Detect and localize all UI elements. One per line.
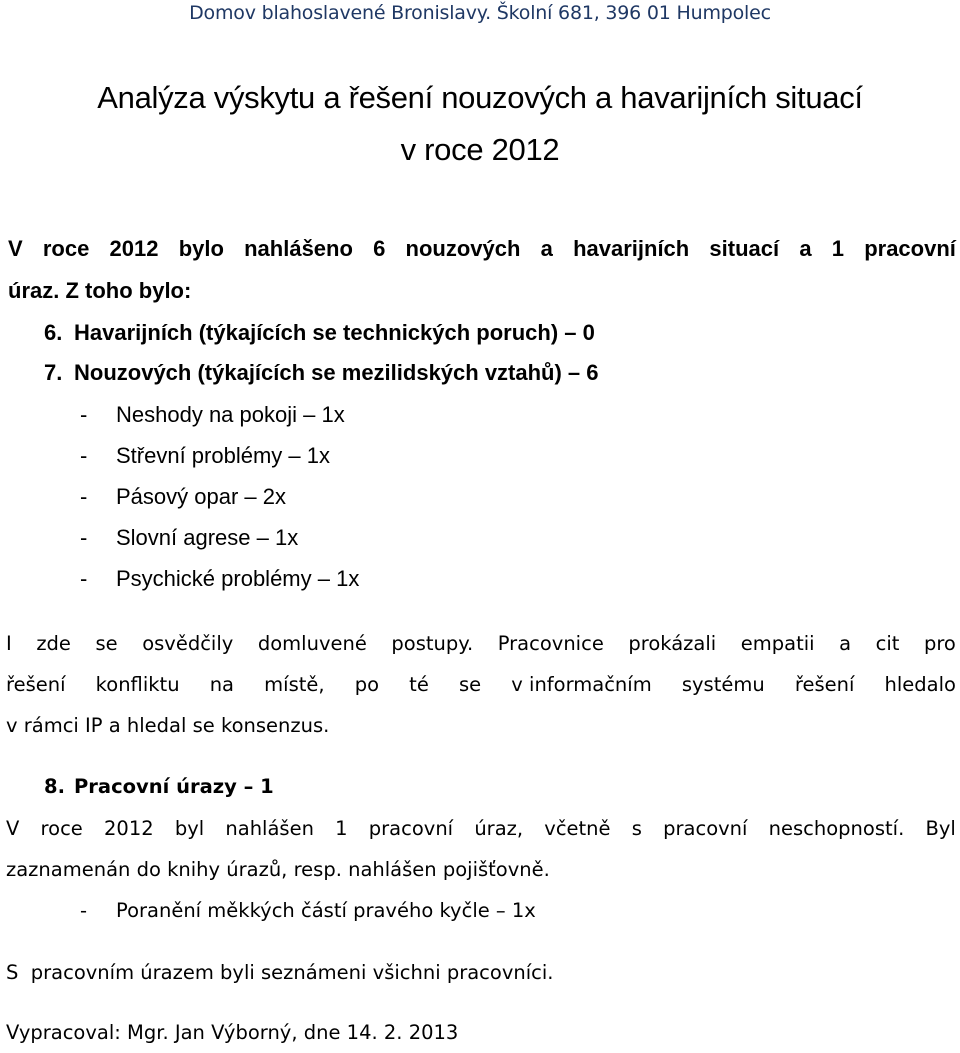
list-item-number: 8.	[44, 775, 65, 798]
document-header: Domov blahoslavené Bronislavy. Školní 681, 396 01 Humpolec	[189, 2, 771, 24]
intro-line-2: úraz. Z toho bylo:	[8, 278, 192, 303]
word: řešení	[6, 673, 66, 696]
word: roce	[40, 817, 83, 840]
word: domluvené	[257, 632, 367, 655]
word: včetně	[544, 817, 611, 840]
word: a	[540, 236, 553, 261]
word: 1	[335, 817, 348, 840]
word: pracovní	[368, 817, 454, 840]
para1-line-1	[6, 632, 956, 655]
document-title-line-2: v roce 2012	[400, 132, 560, 167]
para2-line-1	[6, 817, 956, 840]
word: 6	[373, 236, 386, 261]
injury-item: - Poranění měkkých částí pravého kyčle – 1x	[80, 899, 536, 922]
signature: Vypracoval: Mgr. Jan Výborný, dne 14. 2. 2013	[6, 1021, 459, 1044]
word: situací	[709, 236, 780, 261]
sub-item: - Pásový opar – 2x	[80, 484, 286, 509]
word: s	[631, 817, 642, 840]
word: bylo	[178, 236, 224, 261]
word: pracovní	[864, 236, 956, 261]
word: neschopností.	[768, 817, 905, 840]
word: prokázali	[628, 632, 717, 655]
sub-item: - Neshody na pokoji – 1x	[80, 402, 345, 427]
list-item-6	[44, 320, 595, 346]
word: byl	[174, 817, 205, 840]
list-item-text: Pracovní úrazy – 1	[74, 775, 274, 798]
word: postupy.	[391, 632, 474, 655]
word: nouzových	[405, 236, 521, 261]
word: hledalo	[884, 673, 956, 696]
list-item-number: 6.	[44, 320, 63, 345]
word: Byl	[925, 817, 956, 840]
word: se	[95, 632, 118, 655]
para1-line-2	[6, 673, 956, 696]
word: konfliktu	[95, 673, 180, 696]
word: řešení	[794, 673, 855, 696]
notice-text: S pracovním úrazem byli seznámeni všichni pracovníci.	[6, 961, 554, 984]
word: místě,	[264, 673, 325, 696]
word: cit	[875, 632, 900, 655]
word: 2012	[104, 817, 154, 840]
list-item-8	[44, 775, 274, 798]
word: úraz,	[474, 817, 524, 840]
word: nahlášeno	[244, 236, 353, 261]
list-item-text: Havarijních (týkajících se technických poruch) – 0	[74, 320, 595, 345]
word: I	[6, 632, 12, 655]
word: v informačním	[511, 673, 652, 696]
sub-item: - Slovní agrese – 1x	[80, 525, 299, 550]
word: na	[209, 673, 235, 696]
word: zde	[36, 632, 71, 655]
word: pro	[923, 632, 956, 655]
para2-line-2: zaznamenán do knihy úrazů, resp. nahlášen pojišťovně.	[6, 858, 550, 881]
para1-line-3: v rámci IP a hledal se konsenzus.	[6, 714, 330, 737]
word: Pracovnice	[497, 632, 604, 655]
word: po	[354, 673, 380, 696]
sub-item: - Střevní problémy – 1x	[80, 443, 330, 468]
list-item-text: Nouzových (týkajících se mezilidských vztahů) – 6	[74, 360, 599, 385]
word: systému	[681, 673, 765, 696]
word: osvědčily	[142, 632, 234, 655]
list-item-7	[44, 360, 599, 386]
word: 1	[831, 236, 844, 261]
word: empatii	[740, 632, 815, 655]
list-item-number: 7.	[44, 360, 63, 385]
word: a	[799, 236, 812, 261]
word: pracovní	[663, 817, 748, 840]
word: nahlášen	[225, 817, 314, 840]
sub-item: - Psychické problémy – 1x	[80, 566, 360, 591]
word: V	[6, 817, 20, 840]
word: V	[8, 236, 23, 261]
word: a	[839, 632, 852, 655]
word: roce	[42, 236, 90, 261]
word: se	[458, 673, 482, 696]
word: havarijních	[573, 236, 690, 261]
word: 2012	[109, 236, 159, 261]
word: té	[409, 673, 429, 696]
document-title-line-1: Analýza výskytu a řešení nouzových a havarijních situací	[97, 80, 863, 115]
intro-line-1	[8, 236, 956, 262]
